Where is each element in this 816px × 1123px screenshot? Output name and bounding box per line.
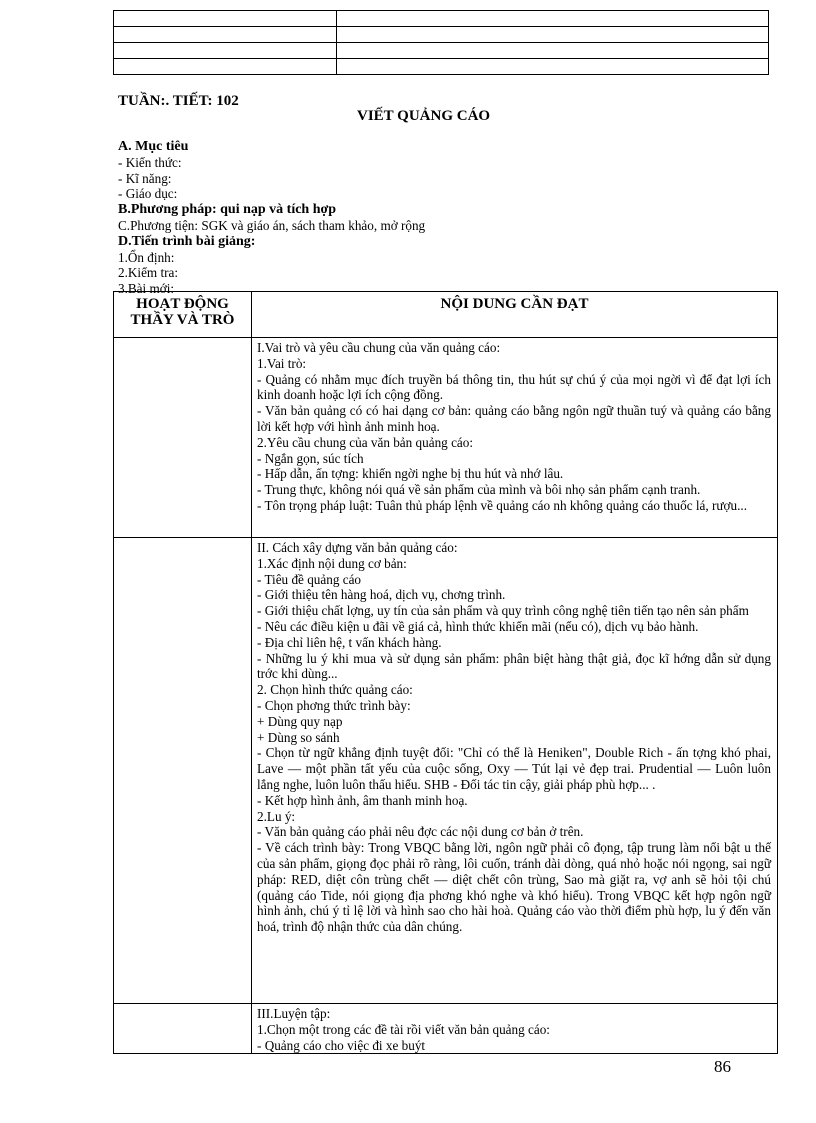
grid-cell [114, 11, 337, 27]
section-2 [252, 538, 777, 935]
content-cell [252, 1004, 778, 1054]
lesson-intro [118, 139, 778, 297]
content-cell [252, 338, 778, 538]
content-line: 2. Chọn hình thức quảng cáo: [257, 682, 413, 698]
content-line: - Chọn phơng thức trình bày: [257, 697, 411, 713]
education-line: - Giáo dục: [118, 186, 178, 202]
content-line: - Nêu các điều kiện u đãi về giá cả, hình thức khiến mãi (nếu có), dịch vụ bảo hành. [257, 618, 699, 634]
knowledge-line: - Kiến thức: [118, 154, 182, 170]
content-line: 1.Xác định nội dung cơ bản: [257, 555, 407, 571]
content-line: - Hấp dẫn, ấn tợng: khiến ngời nghe bị thu hút và nhớ lâu. [257, 466, 564, 482]
content-line: - Giới thiệu tên hàng hoá, dịch vụ, chơng trình. [257, 587, 506, 603]
content-line: 1.Chọn một trong các đề tài rồi viết văn bản quảng cáo: [257, 1021, 550, 1037]
grid-cell [337, 27, 769, 43]
step-3: 3.Bài mới: [118, 281, 175, 297]
content-line: 1.Vai trò: [257, 355, 307, 371]
content-line: - Tôn trọng pháp luật: Tuân thủ pháp lệnh về quảng cáo nh không quảng cáo thuốc lá, rượu... [257, 497, 748, 513]
grid-cell [114, 43, 337, 59]
content-line: - Quảng cáo cho việc đi xe buýt [257, 1037, 426, 1053]
week-period-label: TUẦN:. TIẾT: 102 [118, 93, 239, 109]
content-line: + Dùng so sánh [257, 729, 340, 745]
content-line: III.Luyện tập: [257, 1006, 331, 1021]
content-line: - Văn bản quảng có có hai dạng cơ bản: quảng cáo bằng ngôn ngữ thuần tuý và quảng cáo bằng lời kết hợp với hình ảnh minh hoạ. [257, 403, 771, 434]
content-line: - Kết hợp hình ảnh, âm thanh minh hoạ. [257, 792, 468, 808]
section-3 [252, 1004, 777, 1053]
step-1: 1.Ổn định: [118, 249, 175, 265]
content-line: - Những lu ý khi mua và sử dụng sản phẩm: phân biệt hàng thật giả, đọc kĩ hớng dẫn sử dụng trớc khi dùng... [257, 650, 771, 682]
content-line: - Tiêu đề quảng cáo [257, 571, 362, 587]
page-number: 86 [714, 1057, 731, 1076]
col-content-header: NỘI DUNG CẦN ĐẠT [252, 292, 778, 338]
header-grid-table [113, 10, 769, 75]
lesson-title: VIẾT QUẢNG CÁO [357, 108, 491, 124]
method-line: B.Phương pháp: qui nạp và tích hợp [118, 202, 337, 218]
means-line: C.Phương tiện: SGK và giáo án, sách tham khảo, mở rộng [118, 217, 426, 233]
section-1 [252, 338, 777, 514]
grid-cell [114, 59, 337, 75]
content-line: + Dùng quy nạp [257, 713, 343, 729]
activity-cell [114, 338, 252, 538]
content-line: I.Vai trò và yêu cầu chung của văn quảng cáo: [257, 340, 501, 355]
col-activities-header: HOẠT ĐỘNG THẦY VÀ TRÒ [114, 292, 252, 338]
grid-cell [114, 27, 337, 43]
content-line: - Địa chỉ liên hệ, t vấn khách hàng. [257, 634, 442, 650]
activity-cell [114, 538, 252, 1004]
lesson-content-table [113, 291, 778, 1054]
activity-cell [114, 1004, 252, 1054]
content-line: - Quảng có nhằm mục đích truyền bá thông tin, thu hút sự chú ý của mọi ngời vì để đạt lợi ích kinh doanh hoặc lợi ích cộng đồng. [257, 371, 771, 403]
grid-cell [337, 11, 769, 27]
grid-cell [337, 43, 769, 59]
objectives-heading: A. Mục tiêu [118, 139, 189, 154]
content-line: - Giới thiệu chất lợng, uy tín của sản phẩm và quy trình công nghệ tiên tiến tạo nên sản phẩm [257, 603, 749, 619]
content-line: - Trung thực, không nói quá về sản phẩm của mình và bôi nhọ sản phẩm cạnh tranh. [257, 482, 701, 498]
content-line: - Văn bản quảng cáo phải nêu đợc các nội dung cơ bản ở trên. [257, 824, 584, 840]
content-cell [252, 538, 778, 1004]
content-line: II. Cách xây dựng văn bản quảng cáo: [257, 540, 458, 555]
content-line: - Ngắn gọn, súc tích [257, 450, 364, 466]
content-line: 2.Yêu cầu chung của văn bản quảng cáo: [257, 434, 474, 450]
skills-line: - Kĩ năng: [118, 170, 172, 186]
content-line: 2.Lu ý: [257, 808, 296, 824]
step-2: 2.Kiểm tra: [118, 265, 179, 281]
content-line: - Về cách trình bày: Trong VBQC bằng lời, ngôn ngữ phải cô đọng, tập trung làm nổi bật u thế của sản phẩm, giọng đọc phải rõ ràng, lôi cuốn, tránh dài dòng, quá nhỏ hoặc nói ngọng, sai ngữ pháp: RED, diệt côn trùng chết — diệt chết côn trùng, Sao mà giặt ra, vợ anh sẽ hỏi tội chú (quảng cáo Tide, nói giọng địa phơng khó nghe và khó hiểu). Trong VBQC kết hợp ngôn ngữ hình ảnh, chú ý tỉ lệ lời và hình sao cho hài hoà. Quảng cáo vào thời điểm phù hợp, lu ý đến văn hoá, trình độ nhận thức của dân chúng. [257, 840, 771, 935]
process-heading: D.Tiến trình bài giảng: [118, 233, 256, 249]
grid-cell [337, 59, 769, 75]
content-line: - Chọn từ ngữ khẳng định tuyệt đối: "Chỉ có thể là Heniken", Double Rich - ấn tợng khó phai, Lave — một phần tất yếu của cuộc sống, Oxy — Tút lại vẻ đẹp trai. Prudential — Luôn luôn lắng nghe, luôn luôn thấu hiểu. SHB - Đối tác tin cậy, giải pháp phù hợp... . [257, 745, 771, 792]
